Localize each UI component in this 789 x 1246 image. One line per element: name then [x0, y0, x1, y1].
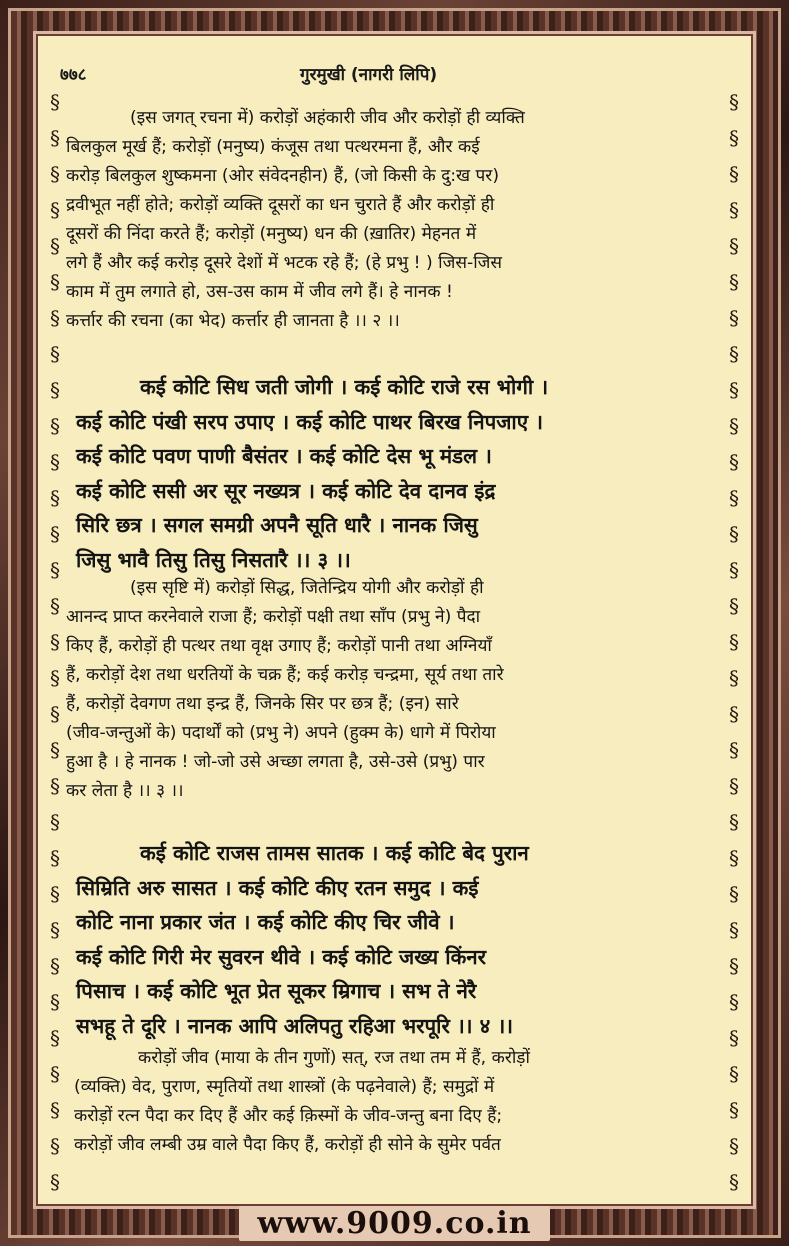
verse-line: कोटि नाना प्रकार जंत । कई कोटि कीए चिर जीवे । — [76, 910, 455, 934]
text-line: बिलकुल मूर्ख हैं; करोड़ों (मनुष्य) कंजूस तथा पत्थरमना हैं, और कई — [66, 137, 480, 157]
verse-line: कई कोटि ससी अर सूर नख्यत्र । कई कोटि देव दानव इंद्र — [76, 478, 496, 503]
text-line: कर्त्तार की रचना (का भेद) कर्त्तार ही जानता है ।। २ ।। — [66, 311, 400, 331]
text-line: काम में तुम लगाते हो, उस-उस काम में जीव लगे हैं। हे नानक ! — [66, 282, 453, 302]
text-line: करोड़ों रत्न पैदा कर दिए हैं और कई क़िस्मों के जीव-जन्तु बना दिए हैं; — [74, 1106, 503, 1126]
text-line: द्रवीभूत नहीं होते; करोड़ों व्यक्ति दूसरों का धन चुराते हैं और करोड़ों ही — [66, 195, 495, 215]
text-line: हुआ है । हे नानक ! जो-जो उसे अच्छा लगता है, उसे-उसे (प्रभु) पार — [66, 752, 485, 772]
website-footer — [0, 1206, 789, 1241]
page-header — [60, 62, 720, 86]
text-line: हैं, करोड़ों देवगण तथा इन्द्र हैं, जिनके सिर पर छत्र हैं; (इन) सारे — [66, 694, 459, 714]
text-line: करोड़ बिलकुल शुष्कमना (ओर संवेदनहीन) हैं, (जो किसी के दु:ख पर) — [66, 166, 500, 186]
translation-paragraph-3 — [66, 574, 504, 806]
verse-line: सभहू ते दूरि । नानक आपि अलिपतु रहिआ भरपूरि ।। ४ ।। — [76, 1013, 514, 1038]
text-line: (इस जगत् रचना में) करोड़ों अहंकारी जीव और करोड़ों ही व्यक्ति — [130, 108, 525, 128]
text-line: कर लेता है ।। ३ ।। — [66, 781, 184, 801]
verse-line: जिसु भावै तिसु तिसु निसतारै ।। ३ ।। — [76, 547, 351, 572]
text-line: लगे हैं और कई करोड़ दूसरे देशों में भटक रहे हैं; (हे प्रभु ! ) जिस-जिस — [66, 253, 503, 273]
verse-line: कई कोटि पंखी सरप उपाए । कई कोटि पाथर बिरख निपजाए । — [76, 409, 543, 434]
page-number: ७७८ — [60, 65, 87, 85]
translation-paragraph-2 — [66, 104, 525, 336]
text-line: आनन्द प्राप्त करनेवाले राजा हैं; करोड़ों पक्षी तथा साँप (प्रभु ने) पैदा — [66, 607, 481, 627]
verse-line: कई कोटि गिरी मेर सुवरन थीवे । कई कोटि जख्य किंनर — [76, 944, 487, 969]
verse-line: पिसाच । कई कोटि भूत प्रेत सूकर म्रिगाच । सभ ते नेरै — [76, 979, 477, 1003]
text-line: हैं, करोड़ों देश तथा धरतियों के चक्र हैं; कई करोड़ चन्द्रमा, सूर्य तथा तारे — [66, 665, 504, 685]
text-line: दूसरों की निंदा करते हैं; करोड़ों (मनुष्य) धन की (ख़ातिर) मेहनत में — [66, 224, 477, 244]
verse-line: कई कोटि राजस तामस सातक । कई कोटि बेद पुरान — [140, 841, 529, 865]
website-url[interactable]: www.9009.co.in — [239, 1206, 549, 1241]
left-border-ornament: § § § § § § § § § § § § § § § § § § § § § § § § § § § § § § § — [50, 90, 60, 1194]
text-line: किए हैं, करोड़ों ही पत्थर तथा वृक्ष उगाए हैं; करोड़ों पानी तथा अग्नियाँ — [66, 636, 492, 656]
verse-line: कई कोटि पवण पाणी बैसंतर । कई कोटि देस भू मंडल । — [76, 444, 492, 468]
text-line: करोड़ों जीव लम्बी उम्र वाले पैदा किए हैं, करोड़ों ही सोने के सुमेर पर्वत — [74, 1135, 501, 1155]
translation-paragraph-4 — [74, 1044, 530, 1160]
verse-line: कई कोटि सिध जती जोगी । कई कोटि राजे रस भोगी । — [140, 375, 549, 399]
verse-3 — [76, 370, 548, 577]
verse-4 — [76, 836, 529, 1043]
verse-line: सिम्रिति अरु सासत । कई कोटि कीए रतन समुद । कई — [76, 875, 479, 900]
text-line: (जीव-जन्तुओं के) पदार्थों को (प्रभु ने) अपने (हुक्म के) धागे में पिरोया — [66, 723, 496, 743]
verse-line: सिरि छत्र । सगल समग्री अपनै सूति धारै । नानक जिसु — [76, 513, 478, 537]
right-border-ornament: § § § § § § § § § § § § § § § § § § § § § § § § § § § § § § § — [729, 90, 739, 1194]
text-line: (इस सृष्टि में) करोड़ों सिद्ध, जितेन्द्रिय योगी और करोड़ों ही — [130, 578, 484, 598]
text-line: (व्यक्ति) वेद, पुराण, स्मृतियों तथा शास्त्रों (के पढ़नेवाले) हैं; समुद्रों में — [74, 1077, 495, 1097]
text-line: करोड़ों जीव (माया के तीन गुणों) सत्, रज तथा तम में हैं, करोड़ों — [138, 1048, 530, 1068]
running-title: गुरमुखी (नागरी लिपि) — [300, 65, 438, 85]
